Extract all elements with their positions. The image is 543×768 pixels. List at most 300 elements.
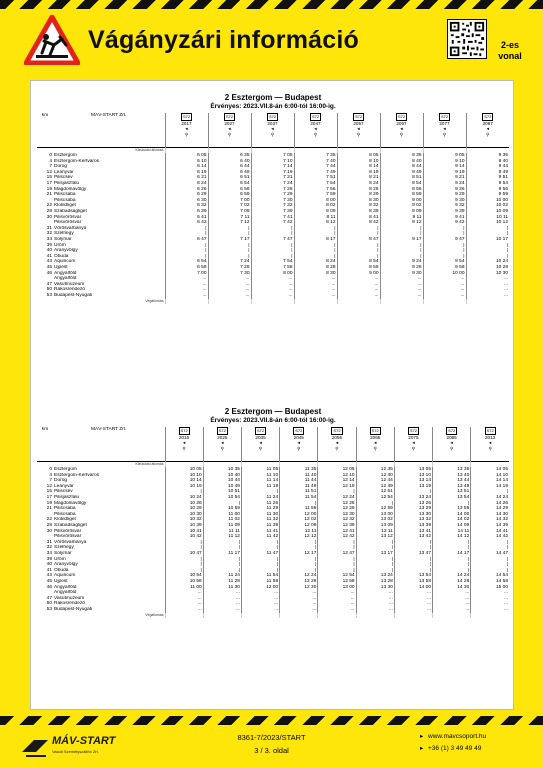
- row-station: Angyalföld: [54, 584, 77, 590]
- departure-time: |: [466, 226, 509, 232]
- row-km: 41: [46, 253, 52, 259]
- departure-time: 7 30: [251, 198, 294, 204]
- departure-time: 10 24: [165, 495, 203, 501]
- departure-time: 6 10: [165, 159, 208, 165]
- departure-time: ...: [394, 596, 432, 602]
- row-km: 40: [46, 248, 52, 254]
- departure-time: 11 26: [241, 501, 279, 507]
- bicycle-icon: ⚲: [486, 131, 490, 137]
- departure-time: 7 30: [208, 271, 251, 277]
- train-number: 2015: [178, 434, 190, 440]
- departure-time: ...: [423, 282, 466, 288]
- departure-time: ...: [356, 607, 394, 613]
- departure-time: 13 47: [394, 551, 432, 557]
- row-station: Pilisvörösvár: [54, 534, 82, 540]
- departure-time: 9 26: [423, 187, 466, 193]
- departure-time: 13 32: [394, 517, 432, 523]
- departure-time: 13 42: [394, 534, 432, 540]
- departure-time: 6 51: [208, 175, 251, 181]
- departure-time: |: [241, 557, 279, 563]
- departure-time: |: [471, 568, 509, 574]
- departure-time: 8 54: [337, 259, 380, 265]
- final-cell: [337, 299, 380, 305]
- departure-time: 14 09: [433, 523, 471, 529]
- legend-label: Kiindulási állomás: [135, 147, 164, 152]
- departure-time: 8 44: [380, 164, 423, 170]
- departure-time: 10 39: [165, 523, 203, 529]
- departure-time: 14 02: [433, 517, 471, 523]
- departure-time: |: [380, 243, 423, 249]
- departure-time: 10 59: [203, 506, 241, 512]
- departure-time: 11 02: [203, 517, 241, 523]
- departure-time: |: [203, 501, 241, 507]
- departure-time: 6 59: [208, 192, 251, 198]
- train-number: 2013: [485, 434, 496, 440]
- train-number: 2045: [293, 434, 304, 440]
- departure-time: ...: [380, 276, 423, 282]
- departure-time: 11 40: [280, 473, 318, 479]
- departure-time: 12 42: [318, 534, 356, 540]
- departure-time: 12 54: [356, 495, 394, 501]
- train-type-badge: S72: [256, 428, 265, 433]
- departure-time: 6 29: [165, 192, 208, 198]
- departure-time: ...: [203, 590, 241, 596]
- arrow-icon: ◄: [356, 126, 361, 132]
- row-station: Vörösvárbánya: [54, 225, 87, 231]
- row-station: Esztergom-Kertváros: [54, 158, 100, 164]
- departure-time: 10 28: [466, 265, 509, 271]
- train-header: [380, 113, 423, 147]
- train-number: 2027: [224, 120, 235, 126]
- section-title: 2 Esztergom — Budapest: [224, 407, 322, 416]
- departure-time: 7 02: [208, 203, 251, 209]
- departure-time: 7 05: [251, 153, 294, 159]
- departure-time: 13 17: [356, 551, 394, 557]
- train-type-badge: S72: [354, 114, 363, 119]
- departure-time: 11 10: [241, 473, 279, 479]
- departure-time: |: [251, 226, 294, 232]
- row-station: Pilisvörösvár: [54, 220, 82, 226]
- departure-time: 13 29: [394, 506, 432, 512]
- departure-time: 13 00: [318, 585, 356, 591]
- departure-time: 14 00: [394, 585, 432, 591]
- departure-time: ...: [165, 276, 208, 282]
- departure-time: 11 00: [203, 512, 241, 518]
- row-km: 31: [46, 225, 52, 231]
- departure-time: ...: [208, 287, 251, 293]
- departure-time: ...: [241, 601, 279, 607]
- departure-time: 6 21: [165, 175, 208, 181]
- departure-time: 10 58: [165, 579, 203, 585]
- page-header: [0, 9, 543, 77]
- arrow-icon: ◄: [488, 440, 493, 446]
- departure-time: 9 49: [466, 170, 509, 176]
- arrow-icon: ◄: [485, 126, 490, 132]
- train-type-badge: S72: [218, 428, 226, 433]
- final-cell: [471, 613, 509, 619]
- departure-time: |: [318, 545, 356, 551]
- departure-time: 11 44: [280, 478, 318, 484]
- row-station: Piliscsaba: [54, 506, 76, 512]
- hazard-stripe-bottom: [0, 716, 543, 725]
- departure-time: 13 58: [394, 579, 432, 585]
- row-station: Leányvár: [54, 169, 74, 175]
- departure-time: ...: [165, 596, 203, 602]
- departure-time: 12 49: [356, 484, 394, 490]
- final-cell: [394, 613, 432, 619]
- train-number: 2087: [482, 120, 493, 126]
- departure-time: |: [241, 545, 279, 551]
- row-km: 30: [46, 214, 52, 220]
- row-km: 4: [49, 472, 52, 478]
- departure-time: |: [203, 568, 241, 574]
- train-number: 2067: [396, 120, 407, 126]
- arrow-icon: ◄: [220, 440, 225, 446]
- bicycle-icon: ⚲: [297, 445, 301, 451]
- departure-time: 14 24: [471, 495, 509, 501]
- train-header: [165, 113, 208, 147]
- departure-time: ...: [165, 590, 203, 596]
- departure-time: ...: [165, 287, 208, 293]
- departure-time: |: [356, 568, 394, 574]
- departure-time: 8 32: [337, 203, 380, 209]
- row-station: Magdolnavölgy: [54, 500, 87, 506]
- departure-time: |: [433, 562, 471, 568]
- departure-time: ...: [165, 282, 208, 288]
- departure-time: |: [280, 501, 318, 507]
- departure-time: ...: [471, 596, 509, 602]
- departure-time: 14 00: [433, 512, 471, 518]
- departure-time: 9 58: [423, 265, 466, 271]
- departure-time: 9 39: [423, 209, 466, 215]
- departure-time: 13 24: [356, 573, 394, 579]
- departure-time: |: [294, 248, 337, 254]
- departure-time: |: [433, 540, 471, 546]
- departure-time: 8 26: [337, 187, 380, 193]
- row-station: Piliscsév: [54, 175, 73, 181]
- departure-time: 8 28: [294, 265, 337, 271]
- row-km: 12: [46, 483, 52, 489]
- departure-time: 13 49: [433, 484, 471, 490]
- departure-time: ...: [337, 293, 380, 299]
- departure-time: ...: [337, 282, 380, 288]
- departure-time: |: [251, 243, 294, 249]
- departure-time: 9 54: [466, 181, 509, 187]
- row-station: Pilisjászfalu: [54, 495, 80, 501]
- arrow-icon: ◄: [296, 440, 301, 446]
- departure-time: 13 12: [356, 534, 394, 540]
- bicycle-icon: ⚲: [399, 131, 404, 137]
- departure-time: |: [165, 231, 208, 237]
- train-type-badge: S72: [371, 428, 379, 433]
- row-station: Klotildliget: [54, 517, 76, 523]
- departure-time: |: [466, 248, 509, 254]
- departure-time: 14 30: [471, 512, 509, 518]
- train-type: [253, 113, 293, 121]
- row-station: Aquincum: [54, 573, 76, 579]
- departure-time: 6 19: [165, 170, 208, 176]
- row-station: Üröm: [54, 242, 66, 248]
- departure-time: 8 40: [380, 159, 423, 165]
- row-km: 34: [46, 237, 52, 242]
- departure-time: |: [433, 501, 471, 507]
- departure-time: 6 58: [165, 265, 208, 271]
- departure-time: 9 02: [380, 203, 423, 209]
- departure-time: 9 00: [380, 198, 423, 204]
- train-header: [337, 113, 380, 147]
- warning-sign-icon: [24, 15, 80, 65]
- train-type-badge: S72: [295, 428, 303, 433]
- web-icon: ▸: [420, 733, 424, 740]
- departure-time: |: [165, 243, 208, 249]
- train-type: [243, 427, 278, 435]
- bicycle-icon: ⚲: [442, 131, 447, 137]
- departure-time: 11 59: [280, 506, 318, 512]
- qr-code-icon[interactable]: [447, 19, 487, 59]
- row-station: Újpest: [54, 578, 68, 584]
- departure-time: 14 17: [433, 551, 471, 557]
- row-km: 46: [46, 270, 52, 276]
- departure-time: 9 51: [466, 175, 509, 181]
- departure-time: 12 11: [280, 529, 318, 535]
- row-km: 41: [46, 567, 52, 573]
- final-cell: [294, 299, 337, 305]
- departure-time: 7 59: [294, 192, 337, 198]
- departure-time: 11 28: [203, 579, 241, 585]
- departure-time: |: [423, 254, 466, 260]
- departure-time: 7 56: [294, 187, 337, 193]
- departure-time: 10 00: [423, 271, 466, 277]
- row-km: 21: [46, 192, 52, 198]
- departure-time: |: [423, 231, 466, 237]
- departure-time: 7 44: [294, 164, 337, 170]
- departure-time: 9 35: [466, 153, 509, 159]
- departure-time: ...: [318, 607, 356, 613]
- departure-time: 14 10: [471, 473, 509, 479]
- row-km: 39: [46, 242, 52, 248]
- departure-time: 11 58: [241, 579, 279, 585]
- final-cell: [380, 299, 423, 305]
- departure-time: 10 54: [165, 573, 203, 579]
- train-type: [296, 113, 336, 121]
- row-km: 45: [46, 264, 52, 270]
- departure-time: ...: [394, 607, 432, 613]
- departure-time: ...: [280, 601, 318, 607]
- website-link[interactable]: ▸ www.mavcsoport.hu: [420, 731, 486, 743]
- row-km: 15: [46, 175, 52, 181]
- train-type: [472, 427, 508, 435]
- timetable-1: [37, 113, 509, 304]
- train-header: [203, 427, 241, 461]
- departure-time: 13 41: [394, 529, 432, 535]
- departure-time: ...: [337, 287, 380, 293]
- departure-time: ...: [394, 601, 432, 607]
- train-header: [318, 427, 356, 461]
- departure-time: 12 17: [280, 551, 318, 557]
- departure-time: 9 11: [380, 215, 423, 221]
- row-station: Óbuda: [54, 253, 69, 259]
- departure-time: 8 42: [337, 220, 380, 226]
- bicycle-icon: ⚲: [411, 445, 416, 451]
- departure-time: 7 29: [251, 192, 294, 198]
- departure-time: |: [280, 562, 318, 568]
- departure-time: |: [380, 248, 423, 254]
- row-station: Piliscsaba: [54, 192, 76, 198]
- departure-time: 8 14: [337, 164, 380, 170]
- departure-time: 6 40: [208, 159, 251, 165]
- departure-time: 6 49: [208, 170, 251, 176]
- departure-time: 13 19: [394, 484, 432, 490]
- departure-time: |: [380, 231, 423, 237]
- departure-time: 12 30: [318, 512, 356, 518]
- row-station: Solymár: [54, 237, 72, 242]
- departure-time: 7 11: [208, 215, 251, 221]
- train-number: 2025: [217, 434, 228, 440]
- train-header: [251, 113, 294, 147]
- departure-time: 13 14: [394, 478, 432, 484]
- departure-time: |: [433, 545, 471, 551]
- departure-time: 6 14: [165, 164, 208, 170]
- departure-time: 13 05: [394, 467, 432, 473]
- final-cell: [433, 613, 471, 619]
- train-number: 2085: [446, 434, 457, 440]
- train-type: [382, 113, 422, 121]
- row-station: Angyalföld: [54, 590, 77, 596]
- departure-time: 14 47: [471, 551, 509, 557]
- departure-time: 13 44: [433, 478, 471, 484]
- departure-time: 7 54: [251, 259, 294, 265]
- row-station: Szabadságliget: [54, 523, 87, 529]
- row-station: Szélhegy: [54, 231, 74, 237]
- train-type-badge: S72: [440, 114, 449, 119]
- departure-time: 13 30: [356, 585, 394, 591]
- departure-time: 6 54: [165, 259, 208, 265]
- timetable-sheet: [30, 80, 514, 710]
- phone-icon: ▸: [420, 745, 424, 752]
- departure-time: 14 11: [433, 529, 471, 535]
- departure-time: 8 21: [337, 175, 380, 181]
- departure-time: 11 39: [241, 523, 279, 529]
- departure-time: 7 35: [294, 153, 337, 159]
- final-cell: [466, 299, 509, 305]
- departure-time: 7 41: [251, 215, 294, 221]
- departure-time: 14 05: [471, 467, 509, 473]
- departure-time: 10 19: [165, 484, 203, 490]
- departure-time: ...: [318, 601, 356, 607]
- row-station: Pilisvörösvár: [54, 214, 82, 220]
- departure-time: |: [241, 562, 279, 568]
- departure-time: 6 24: [165, 181, 208, 187]
- train-type-badge: S72: [409, 428, 417, 433]
- departure-time: ...: [280, 596, 318, 602]
- departure-time: |: [165, 545, 203, 551]
- row-km: 50: [46, 601, 52, 607]
- departure-time: 9 40: [466, 159, 509, 165]
- departure-time: ...: [165, 601, 203, 607]
- legend-label: Kiindulási állomás: [135, 461, 164, 466]
- departure-time: 7 28: [208, 265, 251, 271]
- departure-time: ...: [356, 601, 394, 607]
- row-km: 7: [49, 164, 52, 170]
- departure-time: 6 05: [165, 153, 208, 159]
- departure-time: ...: [208, 293, 251, 299]
- departure-time: 8 00: [251, 271, 294, 277]
- departure-time: 6 56: [208, 187, 251, 193]
- departure-time: |: [251, 231, 294, 237]
- departure-time: |: [337, 248, 380, 254]
- departure-time: |: [394, 562, 432, 568]
- row-station: Piliscsaba: [54, 197, 76, 203]
- train-type-badge: S72: [180, 428, 188, 433]
- row-km: 28: [46, 523, 52, 529]
- row-km: 17: [46, 495, 52, 501]
- departure-time: ...: [165, 293, 208, 299]
- departure-time: 10 30: [165, 512, 203, 518]
- departure-time: 10 41: [165, 529, 203, 535]
- departure-time: 14 29: [471, 506, 509, 512]
- departure-time: 10 54: [203, 495, 241, 501]
- departure-time: 12 24: [318, 495, 356, 501]
- departure-time: 11 24: [203, 573, 241, 579]
- arrow-icon: ◄: [399, 126, 404, 132]
- departure-time: 13 09: [356, 523, 394, 529]
- departure-time: 8 24: [337, 181, 380, 187]
- departure-time: 7 26: [251, 187, 294, 193]
- train-header: [423, 113, 466, 147]
- train-number: 2037: [267, 120, 278, 126]
- departure-time: ...: [294, 282, 337, 288]
- final-cell: [280, 613, 318, 619]
- row-station: Piliscsaba: [54, 511, 76, 517]
- departure-time: 10 17: [466, 237, 509, 243]
- departure-time: ...: [356, 596, 394, 602]
- departure-time: 13 59: [433, 506, 471, 512]
- departure-time: ...: [380, 293, 423, 299]
- departure-time: 8 35: [380, 153, 423, 159]
- departure-time: |: [208, 243, 251, 249]
- row-km: 17: [46, 181, 52, 187]
- departure-time: ...: [423, 293, 466, 299]
- departure-time: ...: [251, 287, 294, 293]
- departure-time: |: [380, 254, 423, 260]
- final-label: Végállomás: [145, 612, 164, 617]
- departure-time: 6 30: [165, 198, 208, 204]
- bicycle-icon: ⚲: [488, 445, 492, 451]
- departure-time: 12 29: [318, 506, 356, 512]
- departure-time: |: [471, 489, 509, 495]
- departure-time: |: [356, 540, 394, 546]
- row-km: 43: [46, 259, 52, 265]
- departure-time: ...: [466, 282, 509, 288]
- departure-time: 6 42: [165, 220, 208, 226]
- row-station: Esztergom: [54, 467, 77, 473]
- departure-time: |: [394, 545, 432, 551]
- departure-time: 11 29: [241, 506, 279, 512]
- departure-time: |: [423, 248, 466, 254]
- departure-time: ...: [294, 287, 337, 293]
- departure-time: 10 12: [466, 220, 509, 226]
- departure-time: 11 41: [241, 529, 279, 535]
- departure-time: 11 24: [241, 495, 279, 501]
- departure-time: 6 26: [165, 187, 208, 193]
- row-station: Újpest: [54, 264, 68, 270]
- departure-time: |: [337, 254, 380, 260]
- departure-time: 7 32: [251, 203, 294, 209]
- departure-time: |: [203, 545, 241, 551]
- departure-time: 6 35: [208, 153, 251, 159]
- arrow-icon: ◄: [184, 126, 189, 132]
- row-station: Leányvár: [54, 483, 74, 489]
